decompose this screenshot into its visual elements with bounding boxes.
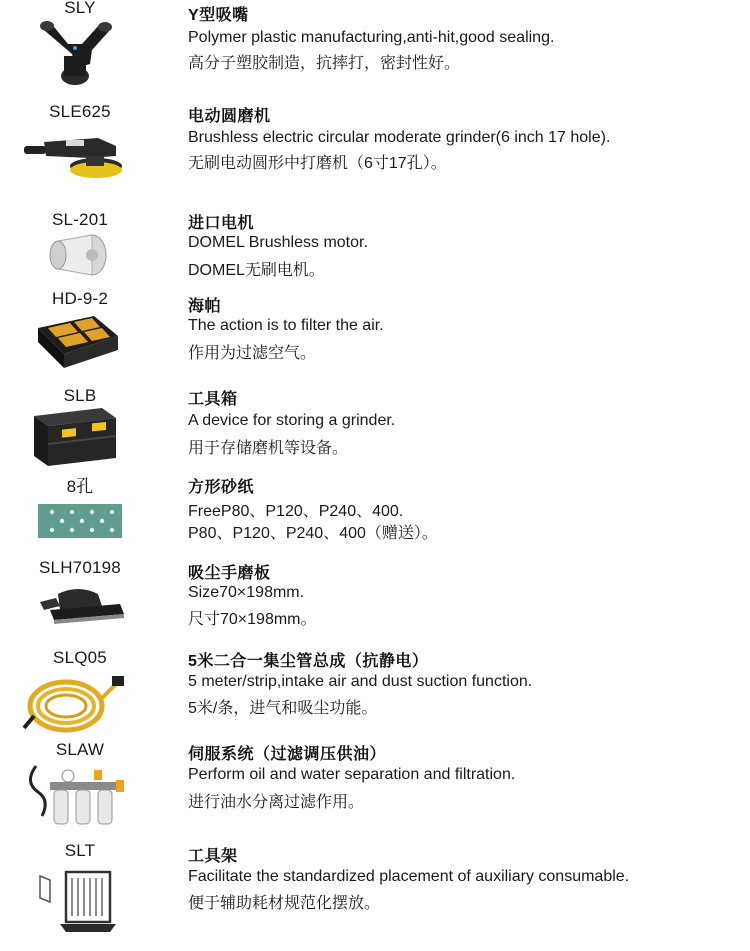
product-code: SLE625 (49, 102, 111, 121)
motor-icon (20, 231, 130, 281)
product-description-cn: 无刷电动圆形中打磨机（6寸17孔）。 (188, 155, 447, 172)
product-title: 工具架 (188, 848, 238, 865)
product-description-en: Facilitate the standardized placement of auxiliary consumable. (188, 868, 630, 885)
product-description-en: FreeP80、P120、P240、400. (188, 503, 404, 520)
product-title: Y型吸嘴 (188, 7, 249, 24)
product-description-en: Perform oil and water separation and filtration. (188, 766, 516, 783)
product-description-en: The action is to filter the air. (188, 317, 384, 334)
product-title: 进口电机 (188, 215, 255, 232)
product-code: SLAW (55, 740, 105, 759)
electric-sander-icon (20, 128, 130, 184)
product-code: SLB (63, 386, 97, 405)
product-description-cn: 用于存储磨机等设备。 (188, 440, 349, 457)
product-title: 吸尘手磨板 (188, 565, 271, 582)
product-description-cn: 便于辅助耗材规范化摆放。 (188, 895, 381, 912)
product-title: 工具箱 (188, 391, 238, 408)
product-description-cn: 高分子塑胶制造，抗摔打，密封性好。 (188, 55, 461, 72)
hand-sanding-block-icon (20, 580, 130, 628)
y-nozzle-icon (20, 18, 130, 90)
air-filter-regulator-icon (20, 762, 130, 838)
product-description-en: DOMEL Brushless motor. (188, 234, 368, 251)
product-code: SLH70198 (39, 558, 121, 577)
product-description-en: Size70×198mm. (188, 584, 305, 601)
product-description-cn: P80、P120、P240、400（赠送）。 (188, 525, 438, 542)
product-code: SL-201 (51, 210, 109, 229)
product-description-cn: DOMEL无刷电机。 (188, 262, 325, 279)
product-code: SLT (64, 841, 96, 860)
product-title: 方形砂纸 (188, 479, 255, 496)
product-description-en: 5 meter/strip,intake air and dust suction function. (188, 673, 533, 690)
product-description-cn: 尺寸70×198mm。 (188, 611, 317, 628)
product-title: 5米二合一集尘管总成（抗静电） (188, 653, 429, 670)
product-title: 电动圆磨机 (188, 108, 271, 125)
toolbox-icon (20, 406, 130, 470)
product-description-en: A device for storing a grinder. (188, 412, 396, 429)
tool-rack-icon (20, 862, 130, 934)
product-code: SLY (64, 0, 96, 17)
hepa-filter-icon (20, 310, 130, 372)
product-code: HD-9-2 (52, 289, 108, 308)
product-description-en: Polymer plastic manufacturing,anti-hit,good sealing. (188, 29, 555, 46)
product-title: 伺服系统（过滤调压供油） (188, 746, 387, 763)
product-description-cn: 5米/条，进气和吸尘功能。 (188, 700, 378, 717)
hose-coil-icon (20, 670, 130, 736)
product-title: 海帕 (188, 298, 222, 315)
product-code: SLQ05 (53, 648, 107, 667)
product-description-en: Brushless electric circular moderate grinder(6 inch 17 hole). (188, 129, 611, 146)
product-description-cn: 进行油水分离过滤作用。 (188, 794, 365, 811)
sandpaper-icon (20, 498, 130, 542)
product-code: 8孔 (66, 477, 94, 496)
product-description-cn: 作用为过滤空气。 (188, 345, 317, 362)
